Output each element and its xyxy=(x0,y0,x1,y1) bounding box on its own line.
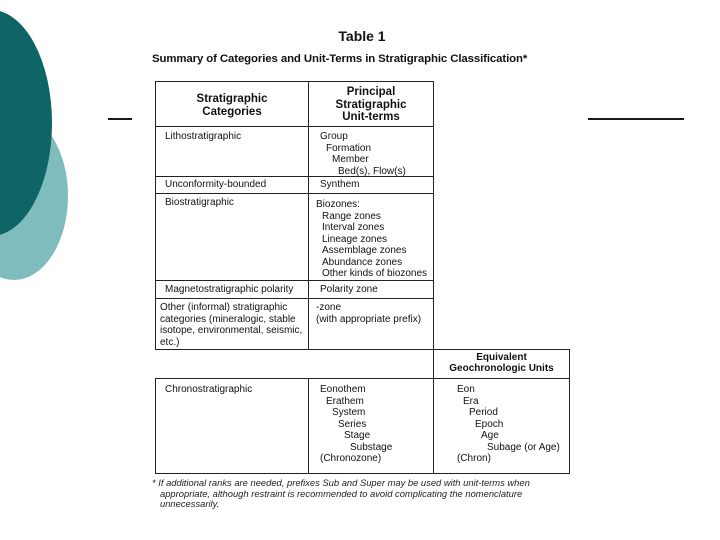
footnote: * If additional ranks are needed, prefixes Sub and Super may be used with unit-terms when appropriate, although restraint is recommended to avoid complicating the nomenclature unnecessarily. xyxy=(152,477,530,509)
decorative-rule-left xyxy=(108,118,132,120)
terms-other: -zone (with appropriate prefix) xyxy=(316,302,422,325)
header-categories: Stratigraphic Categories xyxy=(196,93,268,118)
table-subtitle: Summary of Categories and Unit-Terms in Stratigraphic Classification* xyxy=(152,53,528,65)
terms-bio: Biozones: Range zones Interval zones Lineage zones Assemblage zones Abundance zones Other kinds of biozones xyxy=(316,199,428,279)
header-geochronologic: Equivalent Geochronologic Units xyxy=(449,352,554,374)
terms-litho: Group Formation Member Bed(s), Flow(s) xyxy=(320,131,406,177)
table-title: Table 1 xyxy=(338,28,386,44)
category-other: Other (informal) stratigraphic categories (mineralogic, stable isotope, environmental, seismic, etc.) xyxy=(160,302,303,348)
category-chrono: Chronostratigraphic xyxy=(165,384,253,395)
category-magneto: Magnetostratigraphic polarity xyxy=(165,284,294,295)
terms-chrono: Eonothem Erathem System Series Stage Substage (Chronozone) xyxy=(320,384,393,464)
category-unconformity: Unconformity-bounded xyxy=(165,179,267,190)
terms-magneto: Polarity zone xyxy=(320,284,378,295)
decorative-rule-right xyxy=(588,118,684,120)
category-bio: Biostratigraphic xyxy=(165,197,234,208)
category-litho: Lithostratigraphic xyxy=(165,131,242,142)
header-unit-terms: Principal Stratigraphic Unit-terms xyxy=(335,86,407,123)
geochron-chrono: Eon Era Period Epoch Age Subage (or Age) (Chron) xyxy=(457,384,560,464)
terms-unconformity: Synthem xyxy=(320,179,360,190)
